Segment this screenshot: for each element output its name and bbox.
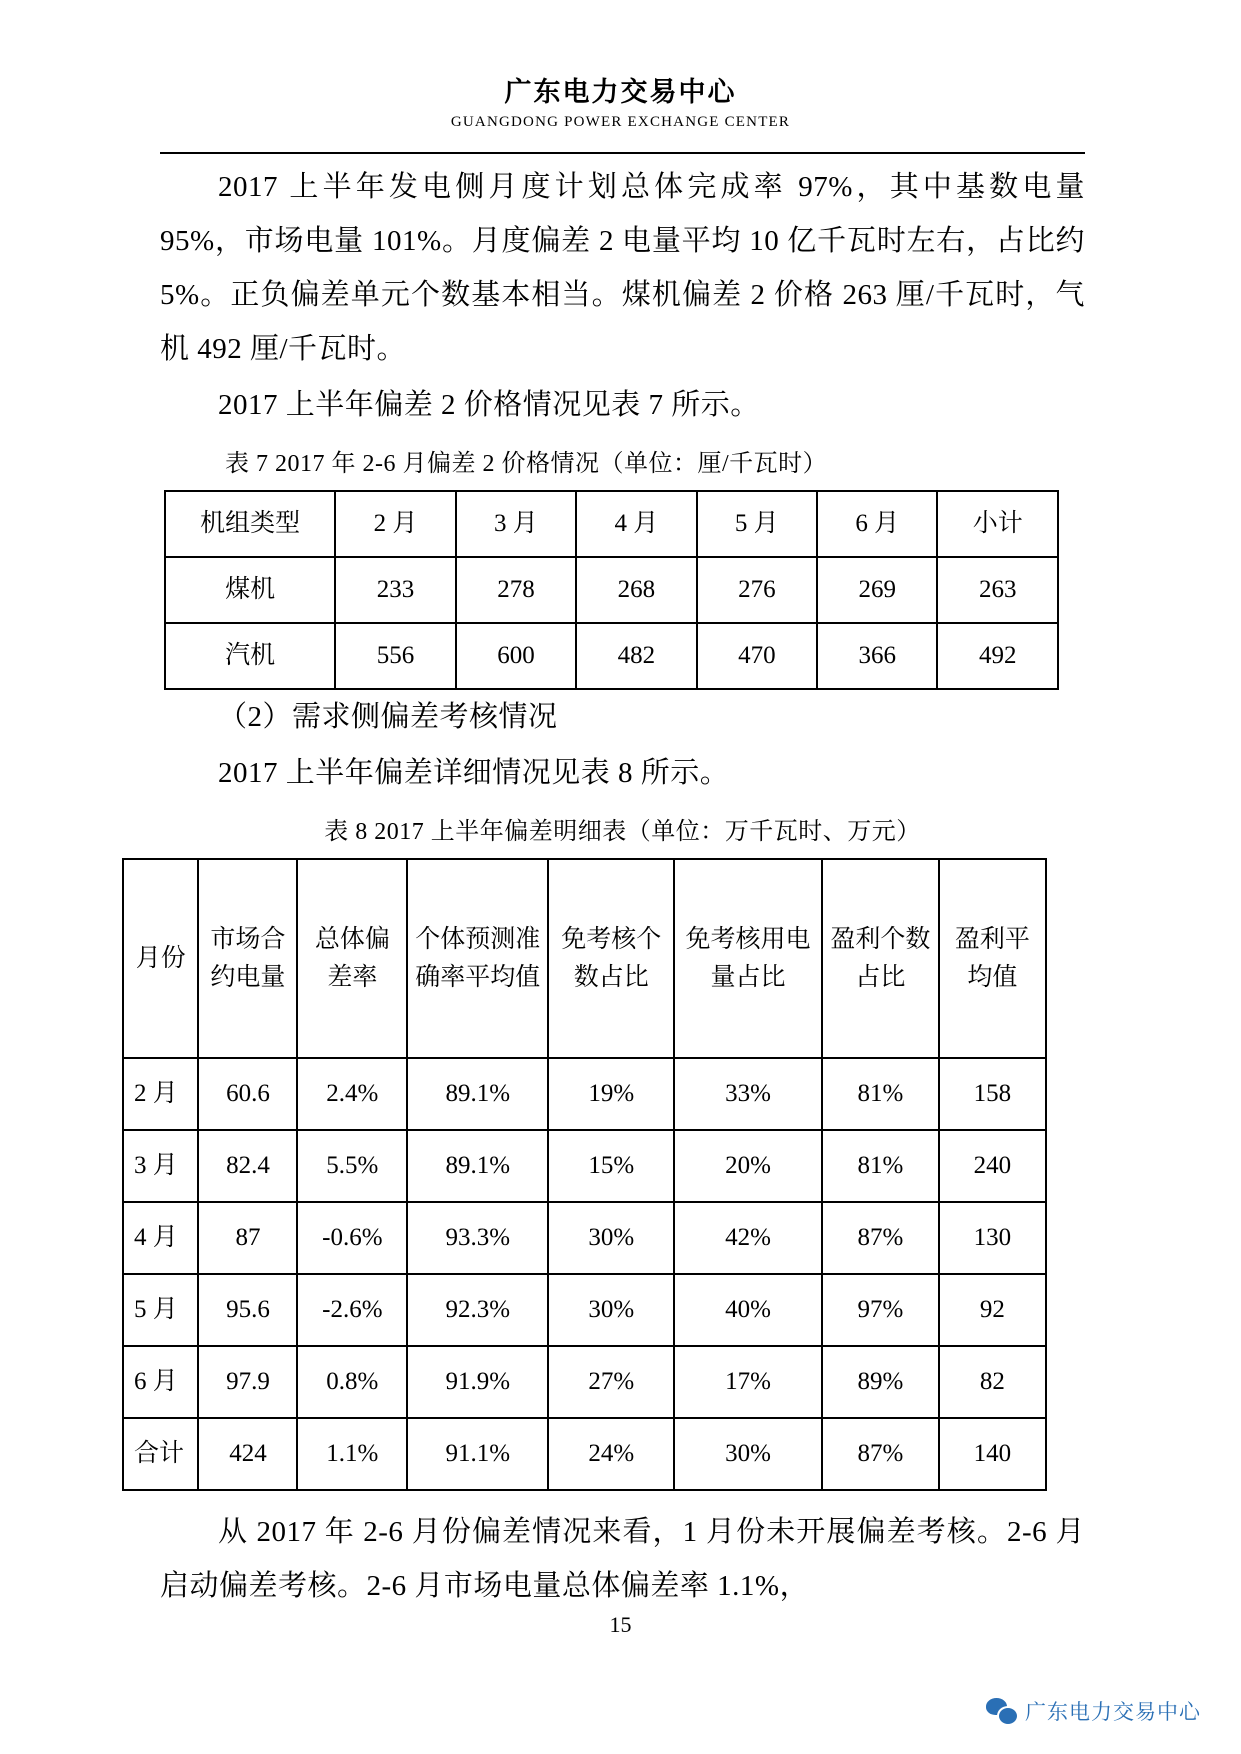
table8-cell: 6 月 — [123, 1346, 198, 1418]
table7-header-cell: 5 月 — [697, 491, 817, 557]
table8-cell: 89% — [822, 1346, 939, 1418]
table8-cell: 81% — [822, 1130, 939, 1202]
wechat-account-label: 广东电力交易中心 — [1025, 1701, 1201, 1724]
table8-header-cell: 市场合约电量 — [198, 859, 297, 1058]
table8-cell: 89.1% — [407, 1058, 548, 1130]
table7-header-cell: 小计 — [937, 491, 1058, 557]
table7-header-cell: 4 月 — [576, 491, 696, 557]
table8-cell: 5.5% — [297, 1130, 407, 1202]
table8-cell: 93.3% — [407, 1202, 548, 1274]
table8-cell: 60.6 — [198, 1058, 297, 1130]
table8-cell: 158 — [939, 1058, 1046, 1130]
table8-cell: 3 月 — [123, 1130, 198, 1202]
table8-header-cell: 盈利平均值 — [939, 859, 1046, 1058]
table8-cell: 92.3% — [407, 1274, 548, 1346]
table8-cell: 15% — [548, 1130, 674, 1202]
table-row — [123, 859, 1046, 1058]
paragraph-1: 2017 上半年发电侧月度计划总体完成率 97%，其中基数电量 95%，市场电量 101%。月度偏差 2 电量平均 10 亿千瓦时左右，占比约 5%。正负偏差单元个数基本相当。煤机偏差 2 价格 263 厘/千瓦时，气机 492 厘/千瓦时。 — [160, 171, 1085, 365]
table7-cell: 煤机 — [165, 557, 335, 623]
table7-cell: 366 — [817, 623, 937, 689]
table-deviation-price — [164, 490, 1059, 690]
table-row — [165, 557, 1058, 623]
table8-cell: 4 月 — [123, 1202, 198, 1274]
table8-cell: 91.9% — [407, 1346, 548, 1418]
paragraph-3: （2）需求侧偏差考核情况 — [218, 701, 558, 733]
table7-header-cell: 3 月 — [456, 491, 576, 557]
table7-cell: 汽机 — [165, 623, 335, 689]
table8-cell: 82 — [939, 1346, 1046, 1418]
table8-cell: 0.8% — [297, 1346, 407, 1418]
table8-header-cell: 月份 — [123, 859, 198, 1058]
paragraph-4: 2017 上半年偏差详细情况见表 8 所示。 — [218, 757, 730, 789]
table8-cell: 89.1% — [407, 1130, 548, 1202]
table-row — [123, 1274, 1046, 1346]
table8-cell: 240 — [939, 1130, 1046, 1202]
table7-cell: 600 — [456, 623, 576, 689]
table-row — [165, 491, 1058, 557]
table8-header-cell: 免考核个数占比 — [548, 859, 674, 1058]
table8-cell: 92 — [939, 1274, 1046, 1346]
table8-cell: 87% — [822, 1202, 939, 1274]
table7-cell: 263 — [937, 557, 1058, 623]
table8-cell: 87% — [822, 1418, 939, 1490]
table8-cell: 30% — [674, 1418, 822, 1490]
table8-cell: 合计 — [123, 1418, 198, 1490]
table8-cell: 97.9 — [198, 1346, 297, 1418]
table8-cell: 19% — [548, 1058, 674, 1130]
table8-cell: 424 — [198, 1418, 297, 1490]
table8-cell: 30% — [548, 1274, 674, 1346]
table7-cell: 556 — [335, 623, 455, 689]
table-row — [123, 1202, 1046, 1274]
table8-header-cell: 总体偏差率 — [297, 859, 407, 1058]
table8-cell: 20% — [674, 1130, 822, 1202]
table8-cell: 27% — [548, 1346, 674, 1418]
table7-cell: 482 — [576, 623, 696, 689]
table7-cell: 276 — [697, 557, 817, 623]
table8-cell: 91.1% — [407, 1418, 548, 1490]
table8-cell: 24% — [548, 1418, 674, 1490]
table7-cell: 233 — [335, 557, 455, 623]
header-divider — [160, 152, 1085, 154]
table8-cell: 42% — [674, 1202, 822, 1274]
wechat-account-badge — [986, 1696, 1201, 1726]
table7-caption: 表 7 2017 年 2-6 月偏差 2 价格情况（单位：厘/千瓦时） — [225, 451, 828, 477]
table8-cell: 81% — [822, 1058, 939, 1130]
table8-cell: 1.1% — [297, 1418, 407, 1490]
table7-cell: 278 — [456, 557, 576, 623]
wechat-icon — [986, 1698, 1016, 1724]
paragraph-2: 2017 上半年偏差 2 价格情况见表 7 所示。 — [218, 389, 760, 421]
table8-cell: 97% — [822, 1274, 939, 1346]
table-deviation-detail — [122, 858, 1047, 1491]
document-content — [134, 160, 1085, 1615]
org-name-en: GUANGDONG POWER EXCHANGE CENTER — [450, 113, 791, 130]
table-row — [123, 1058, 1046, 1130]
table7-cell: 268 — [576, 557, 696, 623]
table8-caption: 表 8 2017 上半年偏差明细表（单位：万千瓦时、万元） — [324, 819, 921, 845]
table7-header-cell: 2 月 — [335, 491, 455, 557]
table8-cell: 33% — [674, 1058, 822, 1130]
table8-header-cell: 免考核用电量占比 — [674, 859, 822, 1058]
table7-header-cell: 机组类型 — [165, 491, 335, 557]
table7-cell: 492 — [937, 623, 1058, 689]
table8-cell: -2.6% — [297, 1274, 407, 1346]
table8-cell: 130 — [939, 1202, 1046, 1274]
table-row — [123, 1346, 1046, 1418]
table8-header-cell: 盈利个数占比 — [822, 859, 939, 1058]
table8-cell: 95.6 — [198, 1274, 297, 1346]
table8-cell: 40% — [674, 1274, 822, 1346]
table8-cell: 2 月 — [123, 1058, 198, 1130]
table-row — [123, 1418, 1046, 1490]
table8-cell: 140 — [939, 1418, 1046, 1490]
table8-cell: 82.4 — [198, 1130, 297, 1202]
paragraph-5: 从 2017 年 2-6 月份偏差情况来看，1 月份未开展偏差考核。2-6 月启动偏差考核。2-6 月市场电量总体偏差率 1.1%， — [160, 1516, 1085, 1602]
table8-cell: 17% — [674, 1346, 822, 1418]
org-name-cn: 广东电力交易中心 — [504, 77, 737, 107]
table8-cell: 30% — [548, 1202, 674, 1274]
table8-cell: 87 — [198, 1202, 297, 1274]
table-row — [123, 1130, 1046, 1202]
document-header — [0, 78, 1241, 131]
table8-cell: 2.4% — [297, 1058, 407, 1130]
table7-cell: 470 — [697, 623, 817, 689]
table7-cell: 269 — [817, 557, 937, 623]
page-number: 15 — [609, 1612, 632, 1637]
table8-header-cell: 个体预测准确率平均值 — [407, 859, 548, 1058]
table-row — [165, 623, 1058, 689]
table8-cell: 5 月 — [123, 1274, 198, 1346]
table7-header-cell: 6 月 — [817, 491, 937, 557]
table8-cell: -0.6% — [297, 1202, 407, 1274]
